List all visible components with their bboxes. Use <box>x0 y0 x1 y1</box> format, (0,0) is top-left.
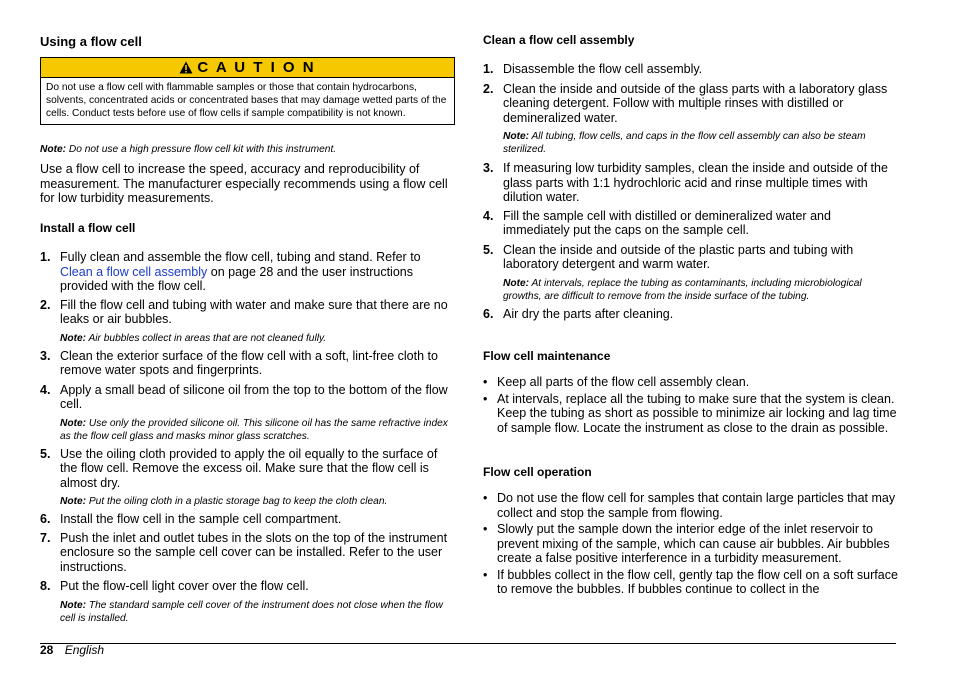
bullet-item <box>483 375 898 390</box>
step-number: 6. <box>40 512 51 526</box>
step-text-body: Fill the sample cell with distilled or demineralized water and immediately put the caps on the sample cell. <box>503 208 831 237</box>
clean-assembly-link[interactable]: Clean a flow cell assembly <box>60 264 208 279</box>
step-note <box>60 599 455 625</box>
step-text-body: Disassemble the flow cell assembly. <box>503 62 703 76</box>
step-item <box>40 579 455 625</box>
step-item <box>40 250 455 294</box>
note-prefix: Note: <box>60 599 87 611</box>
section-title-operation: Flow cell operation <box>483 465 592 479</box>
step-number: 4. <box>40 382 51 397</box>
note-prefix: Note: <box>60 417 87 429</box>
page-number: 28 <box>40 643 54 657</box>
step-note <box>60 332 455 345</box>
section-title-using: Using a flow cell <box>40 34 142 49</box>
step-item <box>40 383 455 443</box>
step-text-pre: Fully clean and assemble the flow cell, tubing and stand. Refer to <box>60 250 421 264</box>
bullet-text: At intervals, replace all the tubing to make sure that the system is clean. Keep the tubing as short as possible to minimize air locking and lag time of sample flow. Locate the instrument as close to the drain as possible. <box>497 391 897 435</box>
step-text-body: Use the oiling cloth provided to apply the oil equally to the surface of the flow cell. Remove the excess oil. Make sure that the flow cell is almost dry. <box>60 446 438 490</box>
step-number: 1. <box>483 62 494 76</box>
step-text <box>60 447 455 491</box>
step-text <box>60 349 455 378</box>
step-text-body: Clean the exterior surface of the flow cell with a soft, lint-free cloth to remove water spots and fingerprints. <box>60 348 438 377</box>
clean-steps <box>483 62 898 325</box>
step-note <box>503 277 898 303</box>
step-item <box>40 512 455 527</box>
caution-box <box>40 57 455 125</box>
step-number: 8. <box>40 579 51 593</box>
step-number: 5. <box>483 242 494 257</box>
operation-list <box>483 491 898 599</box>
step-number: 5. <box>40 446 51 461</box>
note-text: Put the oiling cloth in a plastic storage bag to keep the cloth clean. <box>88 496 388 507</box>
note-prefix: Note: <box>503 277 530 289</box>
bullet-item <box>483 491 898 520</box>
section-title-install: Install a flow cell <box>40 221 136 235</box>
bullet-dot: • <box>483 522 488 536</box>
step-text-body: Push the inlet and outlet tubes in the slots on the top of the instrument enclosure so the sample cell cover can be installed. Refer to the user instructions. <box>60 530 448 574</box>
step-item <box>483 62 898 77</box>
step-note <box>503 130 898 156</box>
step-item <box>40 298 455 345</box>
step-item <box>483 243 898 303</box>
step-text <box>503 82 898 126</box>
step-note <box>60 417 455 443</box>
bullet-text: If bubbles collect in the flow cell, gently tap the flow cell on a soft surface to remove the bubbles. If bubbles continue to collect in the <box>497 567 898 596</box>
step-item <box>40 531 455 575</box>
step-item <box>483 82 898 157</box>
note-prefix: Note: <box>503 131 530 142</box>
bullet-item <box>483 522 898 566</box>
bullet-text: Keep all parts of the flow cell assembly clean. <box>497 375 750 389</box>
step-text <box>503 209 898 238</box>
caution-label: C A U T I O N <box>197 59 316 76</box>
step-item <box>40 447 455 509</box>
step-text <box>60 512 455 527</box>
step-text-body: Air dry the parts after cleaning. <box>503 306 674 321</box>
step-text <box>60 579 455 594</box>
note-text: All tubing, flow cells, and caps in the flow cell assembly can also be steam sterilized. <box>503 131 866 155</box>
maintenance-list <box>483 375 898 437</box>
note-text: Air bubbles collect in areas that are not cleaned fully. <box>88 332 327 344</box>
note-text: Do not use a high pressure flow cell kit with this instrument. <box>68 144 337 155</box>
intro-paragraph: Use a flow cell to increase the speed, accuracy and reproducibility of measurement. The manufacturer especially recommends using a flow cell for low turbidity measurements. <box>40 162 448 205</box>
step-text-post: on page 28 and the user instructions provided with the flow cell. <box>60 264 413 293</box>
step-number: 2. <box>40 297 51 312</box>
step-text <box>60 298 455 327</box>
section-title-clean: Clean a flow cell assembly <box>483 33 635 47</box>
bullet-dot: • <box>483 391 488 406</box>
note-text: Use only the provided silicone oil. This silicone oil has the same refractive index as the flow cell glass and masks minor glass scratches. <box>60 417 448 442</box>
step-text <box>503 307 898 322</box>
step-number: 3. <box>40 348 51 363</box>
step-text <box>60 383 455 412</box>
step-number: 4. <box>483 208 494 223</box>
note-prefix: Note: <box>40 144 67 155</box>
step-text-body: Fill the flow cell and tubing with water and make sure that there are no leaks or air bubbles. <box>60 297 448 326</box>
section-title-maintenance: Flow cell maintenance <box>483 349 611 363</box>
step-text-body: Clean the inside and outside of the plastic parts and tubing with laboratory detergent and warm water. <box>503 242 854 271</box>
bullet-dot: • <box>483 567 488 582</box>
note-high-pressure <box>40 143 455 156</box>
step-text <box>503 243 898 272</box>
step-note <box>60 495 455 508</box>
caution-header <box>41 58 454 78</box>
step-text-body: If measuring low turbidity samples, clean the inside and outside of the glass parts with 1:1 hydrochloric acid and rinse multiple times with dilution water. <box>503 161 888 204</box>
install-steps <box>40 250 455 629</box>
step-text <box>60 531 455 575</box>
step-text-body: Apply a small bead of silicone oil from the top to the bottom of the flow cell. <box>60 382 448 411</box>
footer-language: English <box>64 643 105 657</box>
bullet-dot: • <box>483 375 488 389</box>
step-number: 7. <box>40 530 51 545</box>
note-prefix: Note: <box>60 332 87 344</box>
step-text-body: Clean the inside and outside of the glass parts with a laboratory glass cleaning detergent. Follow with multiple rinses with distilled or demineralized water. <box>503 81 888 125</box>
note-text: At intervals, replace the tubing as contaminants, including microbiological growths, are difficult to remove from the inside surface of the tubing. <box>503 277 862 302</box>
step-text <box>503 62 898 77</box>
bullet-text: Do not use the flow cell for samples that contain large particles that may collect and stop the sample from flowing. <box>497 491 896 520</box>
step-item <box>40 349 455 378</box>
bullet-item <box>483 568 898 597</box>
warning-triangle-icon <box>179 61 193 74</box>
step-number: 6. <box>483 306 494 321</box>
step-text <box>60 250 455 294</box>
step-item <box>483 161 898 205</box>
bullet-dot: • <box>483 491 488 505</box>
step-number: 3. <box>483 161 494 175</box>
note-text: The standard sample cell cover of the instrument does not close when the flow cell is installed. <box>60 599 443 624</box>
bullet-item <box>483 392 898 436</box>
caution-text: Do not use a flow cell with flammable samples or those that contain hydrocarbons, solvents, concentrated acids or concentrated bases that may damage wetted parts of the cells. Conduct tests before use of flow cells if sample compatibility is not known. <box>46 82 447 119</box>
step-text-body: Install the flow cell in the sample cell compartment. <box>60 512 342 526</box>
bullet-text: Slowly put the sample down the interior edge of the inlet reservoir to prevent mixing of the sample, which can cause air bubbles. Air bubbles create a false positive interference in a turbidity measurement. <box>497 522 890 565</box>
page-footer <box>40 643 104 657</box>
note-prefix: Note: <box>60 496 87 507</box>
step-text <box>503 161 898 205</box>
step-number: 2. <box>483 81 494 96</box>
step-item <box>483 209 898 238</box>
step-text-body: Put the flow-cell light cover over the flow cell. <box>60 579 309 593</box>
step-number: 1. <box>40 250 51 264</box>
step-item <box>483 307 898 322</box>
footer-divider <box>40 643 896 644</box>
